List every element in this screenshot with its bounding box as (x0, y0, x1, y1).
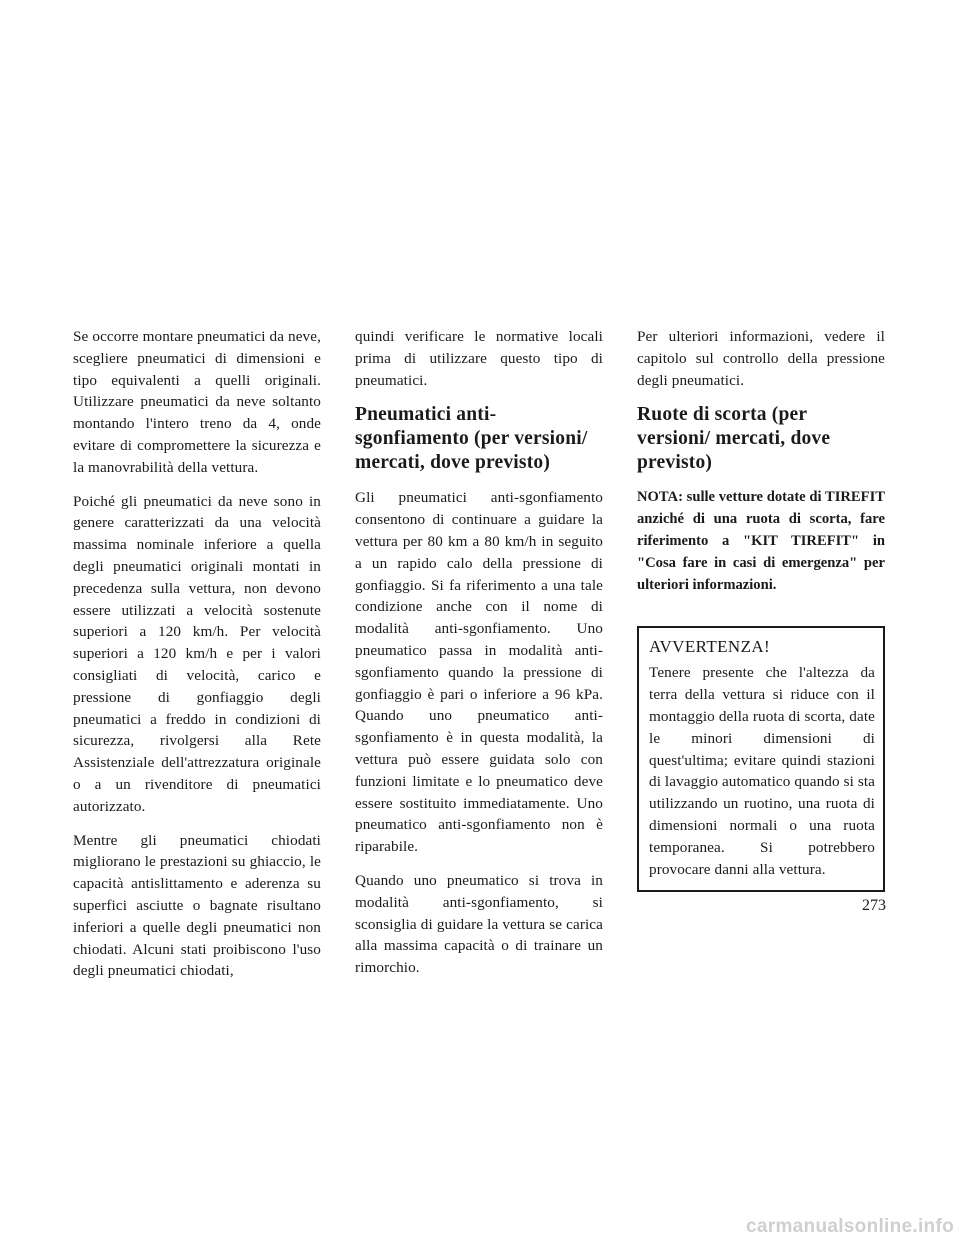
page-number: 273 (862, 897, 886, 914)
paragraph-studded-tires: Mentre gli pneumatici chiodati migliorano le prestazioni su ghiaccio, le capacità antislittamento e aderenza su superfici asciutte o bagnate risultano inferiori a quelle degli pneumatici non chiodati. Alcuni stati proibiscono l'uso degli pneumatici chiodati, (73, 831, 321, 980)
watermark: carmanualsonline.info (746, 1216, 954, 1237)
heading-run-flat-tires: Pneumatici anti-sgonfiamento (per versioni/ mercati, dove previsto) (355, 404, 588, 474)
paragraph-more-info: Per ulteriori informazioni, vedere il capitolo sul controllo della pressione degli pneumatici. (637, 328, 885, 389)
text-column-2 (355, 326, 603, 991)
text-column-1 (73, 326, 321, 994)
paragraph-run-flat-caution: Quando uno pneumatico si trova in modalità anti-sgonfiamento, si sconsiglia di guidare la vettura se carica alla massima capacità o di trainare un rimorchio. (355, 871, 603, 977)
paragraph-run-flat-description: Gli pneumatici anti-sgonfiamento consentono di continuare a guidare la vettura per 80 km a 80 km/h in seguito a un rapido calo della pressione di gonfiaggio. Si fa riferimento a una tale condizione anche con il nome di modalità anti-sgonfiamento. Uno pneumatico passa in modalità anti-sgonfiamento quando la pressione di gonfiaggio è pari o inferiore a 96 kPa. Quando uno pneumatico anti-sgonfiamento è in questa modalità, la vettura può essere guidata solo con funzioni limitate e lo pneumatico deve essere sostituito immediatamente. Uno pneumatico anti-sgonfiamento non è riparabile. (355, 489, 603, 856)
warning-text: Tenere presente che l'altezza da terra della vettura si riduce con il montaggio della ruota di scorta, date le minori dimensioni di quest'ultima; evitare quindi stazioni di lavaggio automatico quando si sta utilizzando un ruotino, una ruota di dimensioni normali o una ruota temporanea. Si potrebbero provocare danni alla vettura. (649, 664, 875, 878)
text-column-3 (637, 326, 885, 892)
paragraph-local-regulations: quindi verificare le normative locali prima di utilizzare questo tipo di pneumatici. (355, 328, 603, 389)
warning-title: AVVERTENZA! (649, 637, 771, 657)
note-tirefit: NOTA: sulle vetture dotate di TIREFIT anziché di una ruota di scorta, fare riferimento a "KIT TIREFIT" in "Cosa fare in casi di emergenza" per ulteriori informazioni. (637, 489, 885, 593)
warning-box (637, 626, 885, 892)
paragraph-snow-tire-speed: Poiché gli pneumatici da neve sono in genere caratterizzati da una velocità massima nominale inferiore a quella degli pneumatici originali montati in precedenza sulla vettura, non devono essere utilizzati a velocità sostenute superiori a 120 km/h. Per velocità superiori a 120 km/h e per i valori consigliati di velocità, carico e pressione di gonfiaggio degli pneumatici a freddo in condizioni di sicurezza, rivolgersi alla Rete Assistenziale dell'attrezzatura originale o a un rivenditore di pneumatici autorizzato. (73, 492, 321, 815)
heading-spare-tires: Ruote di scorta (per versioni/ mercati, dove previsto) (637, 404, 831, 474)
paragraph-snow-tires: Se occorre montare pneumatici da neve, scegliere pneumatici di dimensioni e tipo equivalenti a quelli originali. Utilizzare pneumatici da neve soltanto montando l'intero treno da 4, onde evitare di compromettere la sicurezza e la manovrabilità della vettura. (73, 328, 321, 476)
